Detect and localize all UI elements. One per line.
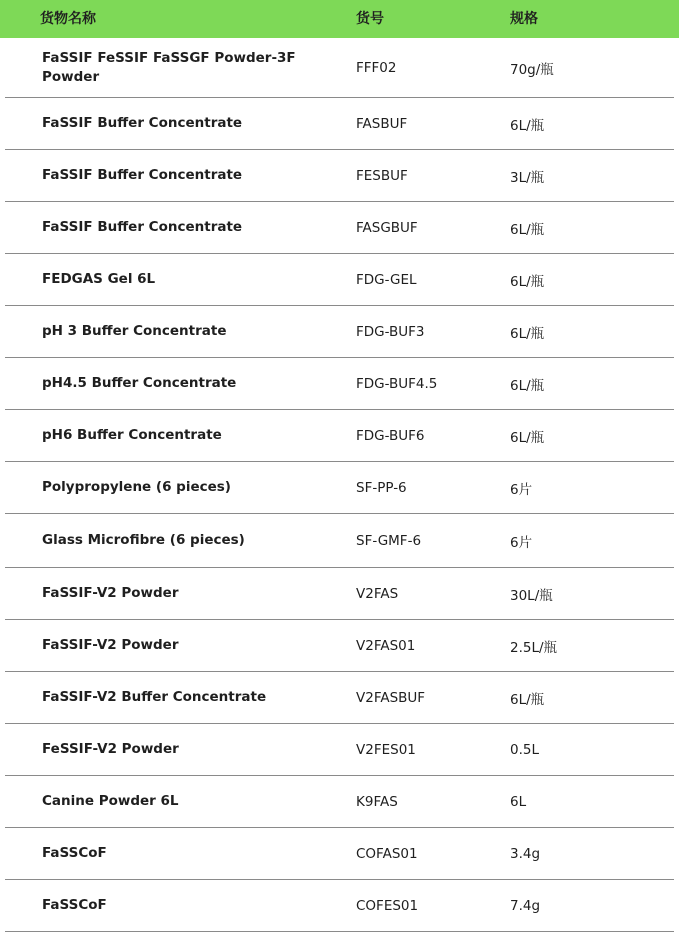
table-row <box>5 620 674 672</box>
table-row <box>5 254 674 306</box>
product-spec: 6L <box>510 793 527 810</box>
product-code: SF-PP-6 <box>356 479 407 496</box>
product-code: SF-GMF-6 <box>356 532 422 549</box>
product-name: Polypropylene (6 pieces) <box>42 479 231 495</box>
product-code: V2FAS <box>356 585 399 602</box>
product-name: pH6 Buffer Concentrate <box>42 427 222 443</box>
product-spec: 6L/瓶 <box>510 377 545 394</box>
product-name: FaSSCoF <box>42 897 107 913</box>
product-spec: 6L/瓶 <box>510 273 545 290</box>
product-spec: 7.4g <box>510 897 541 914</box>
product-code: FASGBUF <box>356 219 418 236</box>
header-code: 货号 <box>356 11 384 27</box>
product-spec: 3.4g <box>510 845 541 862</box>
product-code: V2FAS01 <box>356 637 416 654</box>
product-spec: 6L/瓶 <box>510 117 545 134</box>
product-code: V2FASBUF <box>356 689 426 706</box>
product-name: FaSSIF Buffer Concentrate <box>42 115 243 131</box>
product-spec: 6片 <box>510 481 533 498</box>
product-name: pH 3 Buffer Concentrate <box>42 323 227 339</box>
table-row <box>5 202 674 254</box>
product-code: FDG-BUF3 <box>356 323 425 340</box>
product-name: FaSSIF-V2 Powder <box>42 637 179 653</box>
product-code: FDG-BUF4.5 <box>356 375 438 392</box>
table-row <box>5 410 674 462</box>
table-row <box>5 776 674 828</box>
table-row <box>5 568 674 620</box>
product-name: FaSSIF Buffer Concentrate <box>42 167 243 183</box>
product-code: FASBUF <box>356 115 408 132</box>
product-code: FFF02 <box>356 59 397 76</box>
table-row <box>5 462 674 514</box>
product-code: COFAS01 <box>356 845 418 862</box>
table-row <box>5 38 674 98</box>
product-spec: 6L/瓶 <box>510 429 545 446</box>
table-row <box>5 150 674 202</box>
product-code: V2FES01 <box>356 741 416 758</box>
table-row <box>5 672 674 724</box>
product-spec: 6L/瓶 <box>510 325 545 342</box>
product-code: K9FAS <box>356 793 398 810</box>
product-code: FDG-GEL <box>356 271 417 288</box>
product-spec: 70g/瓶 <box>510 61 554 78</box>
product-name: FaSSCoF <box>42 845 107 861</box>
product-spec: 6L/瓶 <box>510 691 545 708</box>
product-spec: 30L/瓶 <box>510 587 553 604</box>
table-row <box>5 514 674 568</box>
product-code: FDG-BUF6 <box>356 427 425 444</box>
product-name: FaSSIF Buffer Concentrate <box>42 219 243 235</box>
table-row <box>5 828 674 880</box>
product-spec: 6L/瓶 <box>510 221 545 238</box>
table-header <box>0 0 679 38</box>
table-row <box>5 98 674 150</box>
product-spec: 2.5L/瓶 <box>510 639 558 656</box>
product-name: Glass Microfibre (6 pieces) <box>42 532 245 548</box>
header-name: 货物名称 <box>40 11 96 27</box>
table-row <box>5 724 674 776</box>
header-spec: 规格 <box>510 11 538 27</box>
product-code: COFES01 <box>356 897 419 914</box>
table-row <box>5 358 674 410</box>
product-name: FeSSIF-V2 Powder <box>42 741 179 757</box>
product-spec: 6片 <box>510 534 533 551</box>
product-name: FaSSIF-V2 Powder <box>42 585 179 601</box>
product-name: FEDGAS Gel 6L <box>42 271 156 287</box>
product-spec: 0.5L <box>510 741 539 758</box>
table-row <box>5 880 674 932</box>
product-code: FESBUF <box>356 167 408 184</box>
product-spec: 3L/瓶 <box>510 169 545 186</box>
product-name: Canine Powder 6L <box>42 793 179 809</box>
table-row <box>5 306 674 358</box>
product-name: FaSSIF FeSSIF FaSSGF Powder-3F Powder <box>42 49 296 85</box>
product-name: FaSSIF-V2 Buffer Concentrate <box>42 689 267 705</box>
product-name: pH4.5 Buffer Concentrate <box>42 375 237 391</box>
